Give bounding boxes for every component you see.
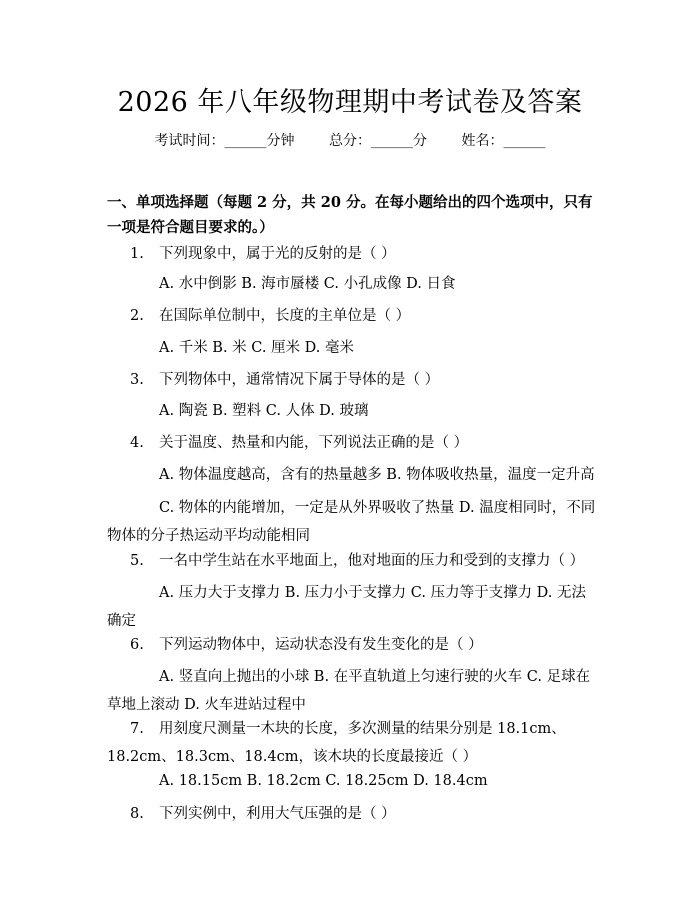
question-3 [130, 366, 600, 394]
page-title: 2026 年八年级物理期中考试卷及答案 [117, 87, 583, 118]
question-text: 下列物体中，通常情况下属于导体的是（ ） [159, 372, 440, 388]
question-8 [130, 800, 600, 828]
question-number: 7. [130, 721, 144, 737]
question-text: 下列运动物体中，运动状态没有发生变化的是（ ） [159, 637, 483, 653]
question-text: 用刻度尺测量一木块的长度，多次测量的结果分别是 18.1cm、18.2cm、18.3cm、18.4cm，该木块的长度最接近（ ） [107, 721, 566, 765]
question-text: 关于温度、热量和内能，下列说法正确的是（ ） [159, 435, 469, 451]
question-number: 1. [130, 246, 144, 262]
question-number: 3. [130, 372, 144, 388]
question-text: 下列实例中，利用大气压强的是（ ） [159, 806, 396, 822]
question-text: 下列现象中，属于光的反射的是（ ） [159, 246, 396, 262]
question-2-options: A. 千米 B. 米 C. 厘米 D. 毫米 [159, 340, 355, 356]
section-heading: 一、单项选择题（每题 2 分，共 20 分。在每小题给出的四个选项中，只有一项是符合题目要求的。） [107, 194, 593, 236]
question-4-options-ab: A. 物体温度越高，含有的热量越多 B. 物体吸收热量，温度一定升高 [159, 467, 595, 483]
question-7-options: A. 18.15cm B. 18.2cm C. 18.25cm D. 18.4cm [159, 773, 488, 789]
question-number: 6. [130, 637, 144, 653]
question-text: 在国际单位制中，长度的主单位是（ ） [159, 308, 411, 324]
exam-time-field: 考试时间：______分钟 [154, 133, 295, 149]
question-number: 8. [130, 806, 144, 822]
question-number: 5. [130, 553, 144, 569]
question-text: 一名中学生站在水平地面上，他对地面的压力和受到的支撑力（ ） [159, 553, 585, 569]
exam-meta [0, 130, 700, 150]
question-number: 2. [130, 308, 144, 324]
student-name-field: 姓名：______ [461, 133, 546, 149]
question-4-options-cd: C. 物体的内能增加，一定是从外界吸收了热量 D. 温度相同时，不同物体的分子热运动平均动能相同 [107, 500, 596, 544]
question-1 [130, 240, 600, 268]
question-7 [107, 715, 599, 771]
question-6 [130, 631, 600, 659]
question-number: 4. [130, 435, 144, 451]
question-4 [130, 429, 600, 457]
question-3-options: A. 陶瓷 B. 塑料 C. 人体 D. 玻璃 [159, 403, 369, 419]
question-2 [130, 302, 600, 330]
question-5-options: A. 压力大于支撑力 B. 压力小于支撑力 C. 压力等于支撑力 D. 无法确定 [107, 585, 587, 629]
question-5 [130, 547, 600, 575]
question-1-options: A. 水中倒影 B. 海市蜃楼 C. 小孔成像 D. 日食 [159, 276, 456, 292]
total-score-field: 总分：______分 [329, 133, 427, 149]
question-6-options: A. 竖直向上抛出的小球 B. 在平直轨道上匀速行驶的火车 C. 足球在草地上滚动 D. 火车进站过程中 [107, 669, 591, 713]
